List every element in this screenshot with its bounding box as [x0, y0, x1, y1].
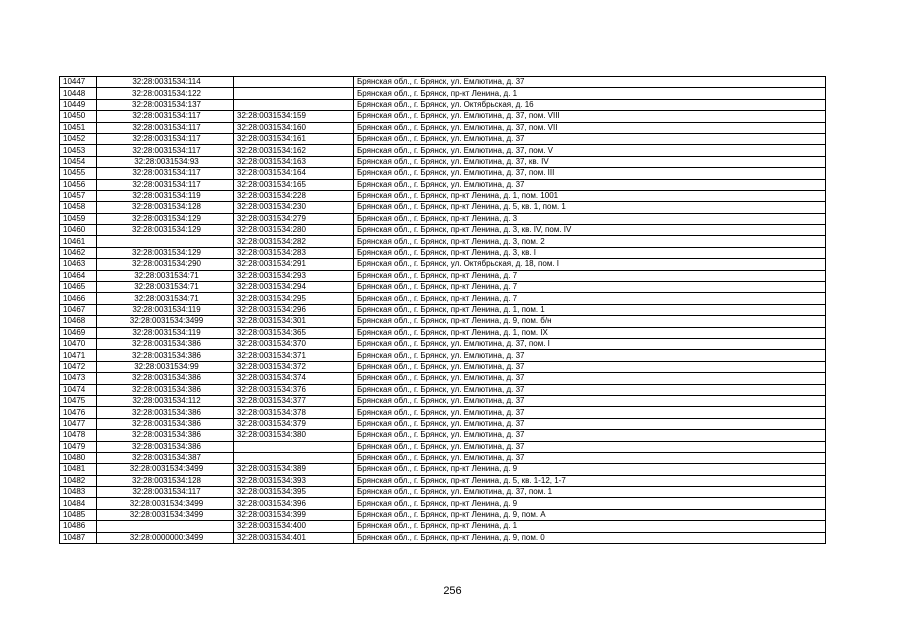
parcel-cadastral-number-cell: 32:28:0031534:128 [97, 202, 234, 213]
object-cadastral-number-cell: 32:28:0031534:396 [234, 498, 354, 509]
row-number-cell: 10486 [60, 521, 97, 532]
parcel-cadastral-number-cell: 32:28:0031534:71 [97, 270, 234, 281]
table-row [60, 190, 826, 201]
address-cell: Брянская обл., г. Брянск, пр-кт Ленина, д. 7 [354, 270, 826, 281]
row-number-cell: 10447 [60, 77, 97, 88]
parcel-cadastral-number-cell: 32:28:0031534:129 [97, 213, 234, 224]
address-cell: Брянская обл., г. Брянск, пр-кт Ленина, д. 9 [354, 464, 826, 475]
table-row [60, 430, 826, 441]
address-cell: Брянская обл., г. Брянск, пр-кт Ленина, д. 1 [354, 521, 826, 532]
parcel-cadastral-number-cell: 32:28:0031534:119 [97, 304, 234, 315]
object-cadastral-number-cell: 32:28:0031534:389 [234, 464, 354, 475]
object-cadastral-number-cell: 32:28:0031534:371 [234, 350, 354, 361]
parcel-cadastral-number-cell: 32:28:0031534:112 [97, 395, 234, 406]
parcel-cadastral-number-cell: 32:28:0031534:128 [97, 475, 234, 486]
address-cell: Брянская обл., г. Брянск, ул. Емлютина, д. 37 [354, 430, 826, 441]
table-row [60, 338, 826, 349]
parcel-cadastral-number-cell: 32:28:0031534:119 [97, 327, 234, 338]
row-number-cell: 10468 [60, 316, 97, 327]
page-number: 256 [443, 585, 462, 597]
row-number-cell: 10453 [60, 145, 97, 156]
table-row [60, 88, 826, 99]
address-cell: Брянская обл., г. Брянск, пр-кт Ленина, д. 5, кв. 1, пом. 1 [354, 202, 826, 213]
object-cadastral-number-cell: 32:28:0031534:399 [234, 509, 354, 520]
parcel-cadastral-number-cell: 32:28:0031534:93 [97, 156, 234, 167]
table-row [60, 304, 826, 315]
table-row [60, 168, 826, 179]
address-cell: Брянская обл., г. Брянск, пр-кт Ленина, д. 3, кв. I [354, 247, 826, 258]
object-cadastral-number-cell: 32:28:0031534:230 [234, 202, 354, 213]
object-cadastral-number-cell: 32:28:0031534:165 [234, 179, 354, 190]
table-row [60, 327, 826, 338]
object-cadastral-number-cell: 32:28:0031534:376 [234, 384, 354, 395]
address-cell: Брянская обл., г. Брянск, пр-кт Ленина, д. 3, кв. IV, пом. IV [354, 225, 826, 236]
row-number-cell: 10463 [60, 259, 97, 270]
address-cell: Брянская обл., г. Брянск, ул. Емлютина, д. 37 [354, 361, 826, 372]
object-cadastral-number-cell: 32:28:0031534:301 [234, 316, 354, 327]
parcel-cadastral-number-cell: 32:28:0031534:386 [97, 338, 234, 349]
address-cell: Брянская обл., г. Брянск, ул. Емлютина, д. 37, кв. IV [354, 156, 826, 167]
table-row [60, 202, 826, 213]
table-row [60, 259, 826, 270]
parcel-cadastral-number-cell: 32:28:0031534:117 [97, 111, 234, 122]
address-cell: Брянская обл., г. Брянск, ул. Емлютина, д. 37 [354, 418, 826, 429]
address-cell: Брянская обл., г. Брянск, ул. Емлютина, д. 37 [354, 452, 826, 463]
object-cadastral-number-cell [234, 452, 354, 463]
row-number-cell: 10455 [60, 168, 97, 179]
table-body [60, 77, 826, 544]
table-row [60, 532, 826, 543]
parcel-cadastral-number-cell: 32:28:0031534:114 [97, 77, 234, 88]
address-cell: Брянская обл., г. Брянск, пр-кт Ленина, д. 9 [354, 498, 826, 509]
address-cell: Брянская обл., г. Брянск, ул. Емлютина, д. 37 [354, 133, 826, 144]
object-cadastral-number-cell: 32:28:0031534:164 [234, 168, 354, 179]
table-row [60, 384, 826, 395]
address-cell: Брянская обл., г. Брянск, ул. Октябрьская, д. 16 [354, 99, 826, 110]
parcel-cadastral-number-cell [97, 236, 234, 247]
object-cadastral-number-cell: 32:28:0031534:374 [234, 373, 354, 384]
row-number-cell: 10450 [60, 111, 97, 122]
table-row [60, 464, 826, 475]
table-row [60, 316, 826, 327]
parcel-cadastral-number-cell: 32:28:0031534:386 [97, 350, 234, 361]
address-cell: Брянская обл., г. Брянск, ул. Емлютина, д. 37 [354, 350, 826, 361]
row-number-cell: 10460 [60, 225, 97, 236]
table-row [60, 77, 826, 88]
object-cadastral-number-cell: 32:28:0031534:401 [234, 532, 354, 543]
row-number-cell: 10464 [60, 270, 97, 281]
object-cadastral-number-cell: 32:28:0031534:282 [234, 236, 354, 247]
table-row [60, 282, 826, 293]
parcel-cadastral-number-cell: 32:28:0031534:117 [97, 487, 234, 498]
address-cell: Брянская обл., г. Брянск, ул. Октябрьская, д. 18, пом. I [354, 259, 826, 270]
object-cadastral-number-cell: 32:28:0031534:296 [234, 304, 354, 315]
row-number-cell: 10472 [60, 361, 97, 372]
row-number-cell: 10467 [60, 304, 97, 315]
object-cadastral-number-cell [234, 77, 354, 88]
row-number-cell: 10482 [60, 475, 97, 486]
table-row [60, 475, 826, 486]
row-number-cell: 10487 [60, 532, 97, 543]
object-cadastral-number-cell: 32:28:0031534:379 [234, 418, 354, 429]
object-cadastral-number-cell: 32:28:0031534:380 [234, 430, 354, 441]
object-cadastral-number-cell: 32:28:0031534:283 [234, 247, 354, 258]
row-number-cell: 10448 [60, 88, 97, 99]
parcel-cadastral-number-cell: 32:28:0031534:99 [97, 361, 234, 372]
address-cell: Брянская обл., г. Брянск, пр-кт Ленина, д. 9, пом. А [354, 509, 826, 520]
parcel-cadastral-number-cell: 32:28:0031534:386 [97, 418, 234, 429]
parcel-cadastral-number-cell: 32:28:0031534:3499 [97, 509, 234, 520]
parcel-cadastral-number-cell: 32:28:0031534:386 [97, 384, 234, 395]
row-number-cell: 10458 [60, 202, 97, 213]
table-row [60, 156, 826, 167]
parcel-cadastral-number-cell [97, 521, 234, 532]
table-row [60, 270, 826, 281]
address-cell: Брянская обл., г. Брянск, пр-кт Ленина, д. 1 [354, 88, 826, 99]
parcel-cadastral-number-cell: 32:28:0031534:71 [97, 293, 234, 304]
address-cell: Брянская обл., г. Брянск, ул. Емлютина, д. 37, пом. VII [354, 122, 826, 133]
row-number-cell: 10462 [60, 247, 97, 258]
address-cell: Брянская обл., г. Брянск, пр-кт Ленина, д. 9, пом. б/н [354, 316, 826, 327]
row-number-cell: 10484 [60, 498, 97, 509]
parcel-cadastral-number-cell: 32:28:0031534:386 [97, 430, 234, 441]
address-cell: Брянская обл., г. Брянск, ул. Емлютина, д. 37, пом. V [354, 145, 826, 156]
object-cadastral-number-cell: 32:28:0031534:395 [234, 487, 354, 498]
table-row [60, 487, 826, 498]
table-row [60, 407, 826, 418]
object-cadastral-number-cell: 32:28:0031534:293 [234, 270, 354, 281]
parcel-cadastral-number-cell: 32:28:0031534:119 [97, 190, 234, 201]
parcel-cadastral-number-cell: 32:28:0031534:71 [97, 282, 234, 293]
object-cadastral-number-cell: 32:28:0031534:161 [234, 133, 354, 144]
object-cadastral-number-cell: 32:28:0031534:377 [234, 395, 354, 406]
parcel-cadastral-number-cell: 32:28:0031534:290 [97, 259, 234, 270]
parcel-cadastral-number-cell: 32:28:0031534:122 [97, 88, 234, 99]
table-row [60, 498, 826, 509]
parcel-cadastral-number-cell: 32:28:0031534:137 [97, 99, 234, 110]
cadastral-table [59, 76, 826, 544]
object-cadastral-number-cell: 32:28:0031534:378 [234, 407, 354, 418]
object-cadastral-number-cell: 32:28:0031534:295 [234, 293, 354, 304]
object-cadastral-number-cell: 32:28:0031534:163 [234, 156, 354, 167]
address-cell: Брянская обл., г. Брянск, ул. Емлютина, д. 37, пом. 1 [354, 487, 826, 498]
row-number-cell: 10475 [60, 395, 97, 406]
address-cell: Брянская обл., г. Брянск, ул. Емлютина, д. 37 [354, 395, 826, 406]
parcel-cadastral-number-cell: 32:28:0031534:3499 [97, 498, 234, 509]
parcel-cadastral-number-cell: 32:28:0031534:3499 [97, 316, 234, 327]
table-row [60, 452, 826, 463]
row-number-cell: 10459 [60, 213, 97, 224]
table-row [60, 213, 826, 224]
address-cell: Брянская обл., г. Брянск, пр-кт Ленина, д. 7 [354, 293, 826, 304]
table-row [60, 373, 826, 384]
address-cell: Брянская обл., г. Брянск, ул. Емлютина, д. 37, пом. VIII [354, 111, 826, 122]
object-cadastral-number-cell: 32:28:0031534:365 [234, 327, 354, 338]
object-cadastral-number-cell: 32:28:0031534:280 [234, 225, 354, 236]
row-number-cell: 10452 [60, 133, 97, 144]
parcel-cadastral-number-cell: 32:28:0031534:386 [97, 373, 234, 384]
address-cell: Брянская обл., г. Брянск, ул. Емлютина, д. 37 [354, 77, 826, 88]
address-cell: Брянская обл., г. Брянск, ул. Емлютина, д. 37, пом. I [354, 338, 826, 349]
object-cadastral-number-cell: 32:28:0031534:279 [234, 213, 354, 224]
row-number-cell: 10480 [60, 452, 97, 463]
row-number-cell: 10477 [60, 418, 97, 429]
parcel-cadastral-number-cell: 32:28:0031534:386 [97, 407, 234, 418]
address-cell: Брянская обл., г. Брянск, пр-кт Ленина, д. 9, пом. 0 [354, 532, 826, 543]
address-cell: Брянская обл., г. Брянск, пр-кт Ленина, д. 1, пом. 1001 [354, 190, 826, 201]
row-number-cell: 10471 [60, 350, 97, 361]
row-number-cell: 10473 [60, 373, 97, 384]
table-row [60, 225, 826, 236]
parcel-cadastral-number-cell: 32:28:0031534:117 [97, 122, 234, 133]
parcel-cadastral-number-cell: 32:28:0031534:117 [97, 133, 234, 144]
table-row [60, 133, 826, 144]
address-cell: Брянская обл., г. Брянск, ул. Емлютина, д. 37 [354, 441, 826, 452]
object-cadastral-number-cell [234, 88, 354, 99]
object-cadastral-number-cell: 32:28:0031534:159 [234, 111, 354, 122]
row-number-cell: 10483 [60, 487, 97, 498]
address-cell: Брянская обл., г. Брянск, ул. Емлютина, д. 37 [354, 384, 826, 395]
row-number-cell: 10485 [60, 509, 97, 520]
parcel-cadastral-number-cell: 32:28:0031534:117 [97, 168, 234, 179]
object-cadastral-number-cell: 32:28:0031534:370 [234, 338, 354, 349]
object-cadastral-number-cell: 32:28:0031534:160 [234, 122, 354, 133]
parcel-cadastral-number-cell: 32:28:0031534:117 [97, 179, 234, 190]
row-number-cell: 10481 [60, 464, 97, 475]
row-number-cell: 10479 [60, 441, 97, 452]
row-number-cell: 10456 [60, 179, 97, 190]
parcel-cadastral-number-cell: 32:28:0031534:129 [97, 225, 234, 236]
row-number-cell: 10470 [60, 338, 97, 349]
address-cell: Брянская обл., г. Брянск, пр-кт Ленина, д. 1, пом. 1 [354, 304, 826, 315]
object-cadastral-number-cell: 32:28:0031534:162 [234, 145, 354, 156]
table-row [60, 361, 826, 372]
row-number-cell: 10461 [60, 236, 97, 247]
object-cadastral-number-cell: 32:28:0031534:393 [234, 475, 354, 486]
parcel-cadastral-number-cell: 32:28:0031534:387 [97, 452, 234, 463]
object-cadastral-number-cell [234, 99, 354, 110]
table-row [60, 122, 826, 133]
address-cell: Брянская обл., г. Брянск, ул. Емлютина, д. 37, пом. III [354, 168, 826, 179]
parcel-cadastral-number-cell: 32:28:0031534:117 [97, 145, 234, 156]
address-cell: Брянская обл., г. Брянск, пр-кт Ленина, д. 7 [354, 282, 826, 293]
table-row [60, 179, 826, 190]
parcel-cadastral-number-cell: 32:28:0031534:3499 [97, 464, 234, 475]
table-row [60, 99, 826, 110]
parcel-cadastral-number-cell: 32:28:0031534:129 [97, 247, 234, 258]
address-cell: Брянская обл., г. Брянск, пр-кт Ленина, д. 3 [354, 213, 826, 224]
table-row [60, 509, 826, 520]
row-number-cell: 10449 [60, 99, 97, 110]
parcel-cadastral-number-cell: 32:28:0031534:386 [97, 441, 234, 452]
table-row [60, 350, 826, 361]
row-number-cell: 10476 [60, 407, 97, 418]
table-row [60, 236, 826, 247]
table-row [60, 145, 826, 156]
table-row [60, 293, 826, 304]
object-cadastral-number-cell: 32:28:0031534:400 [234, 521, 354, 532]
object-cadastral-number-cell: 32:28:0031534:228 [234, 190, 354, 201]
table-row [60, 247, 826, 258]
address-cell: Брянская обл., г. Брянск, пр-кт Ленина, д. 3, пом. 2 [354, 236, 826, 247]
row-number-cell: 10466 [60, 293, 97, 304]
table-row [60, 418, 826, 429]
row-number-cell: 10474 [60, 384, 97, 395]
table-row [60, 111, 826, 122]
object-cadastral-number-cell: 32:28:0031534:291 [234, 259, 354, 270]
object-cadastral-number-cell [234, 441, 354, 452]
address-cell: Брянская обл., г. Брянск, ул. Емлютина, д. 37 [354, 407, 826, 418]
row-number-cell: 10451 [60, 122, 97, 133]
address-cell: Брянская обл., г. Брянск, ул. Емлютина, д. 37 [354, 179, 826, 190]
object-cadastral-number-cell: 32:28:0031534:372 [234, 361, 354, 372]
row-number-cell: 10454 [60, 156, 97, 167]
row-number-cell: 10478 [60, 430, 97, 441]
row-number-cell: 10469 [60, 327, 97, 338]
address-cell: Брянская обл., г. Брянск, пр-кт Ленина, д. 1, пом. IX [354, 327, 826, 338]
table-row [60, 521, 826, 532]
address-cell: Брянская обл., г. Брянск, пр-кт Ленина, д. 5, кв. 1-12, 1-7 [354, 475, 826, 486]
row-number-cell: 10465 [60, 282, 97, 293]
table-row [60, 441, 826, 452]
parcel-cadastral-number-cell: 32:28:0000000:3499 [97, 532, 234, 543]
address-cell: Брянская обл., г. Брянск, ул. Емлютина, д. 37 [354, 373, 826, 384]
object-cadastral-number-cell: 32:28:0031534:294 [234, 282, 354, 293]
table-row [60, 395, 826, 406]
row-number-cell: 10457 [60, 190, 97, 201]
